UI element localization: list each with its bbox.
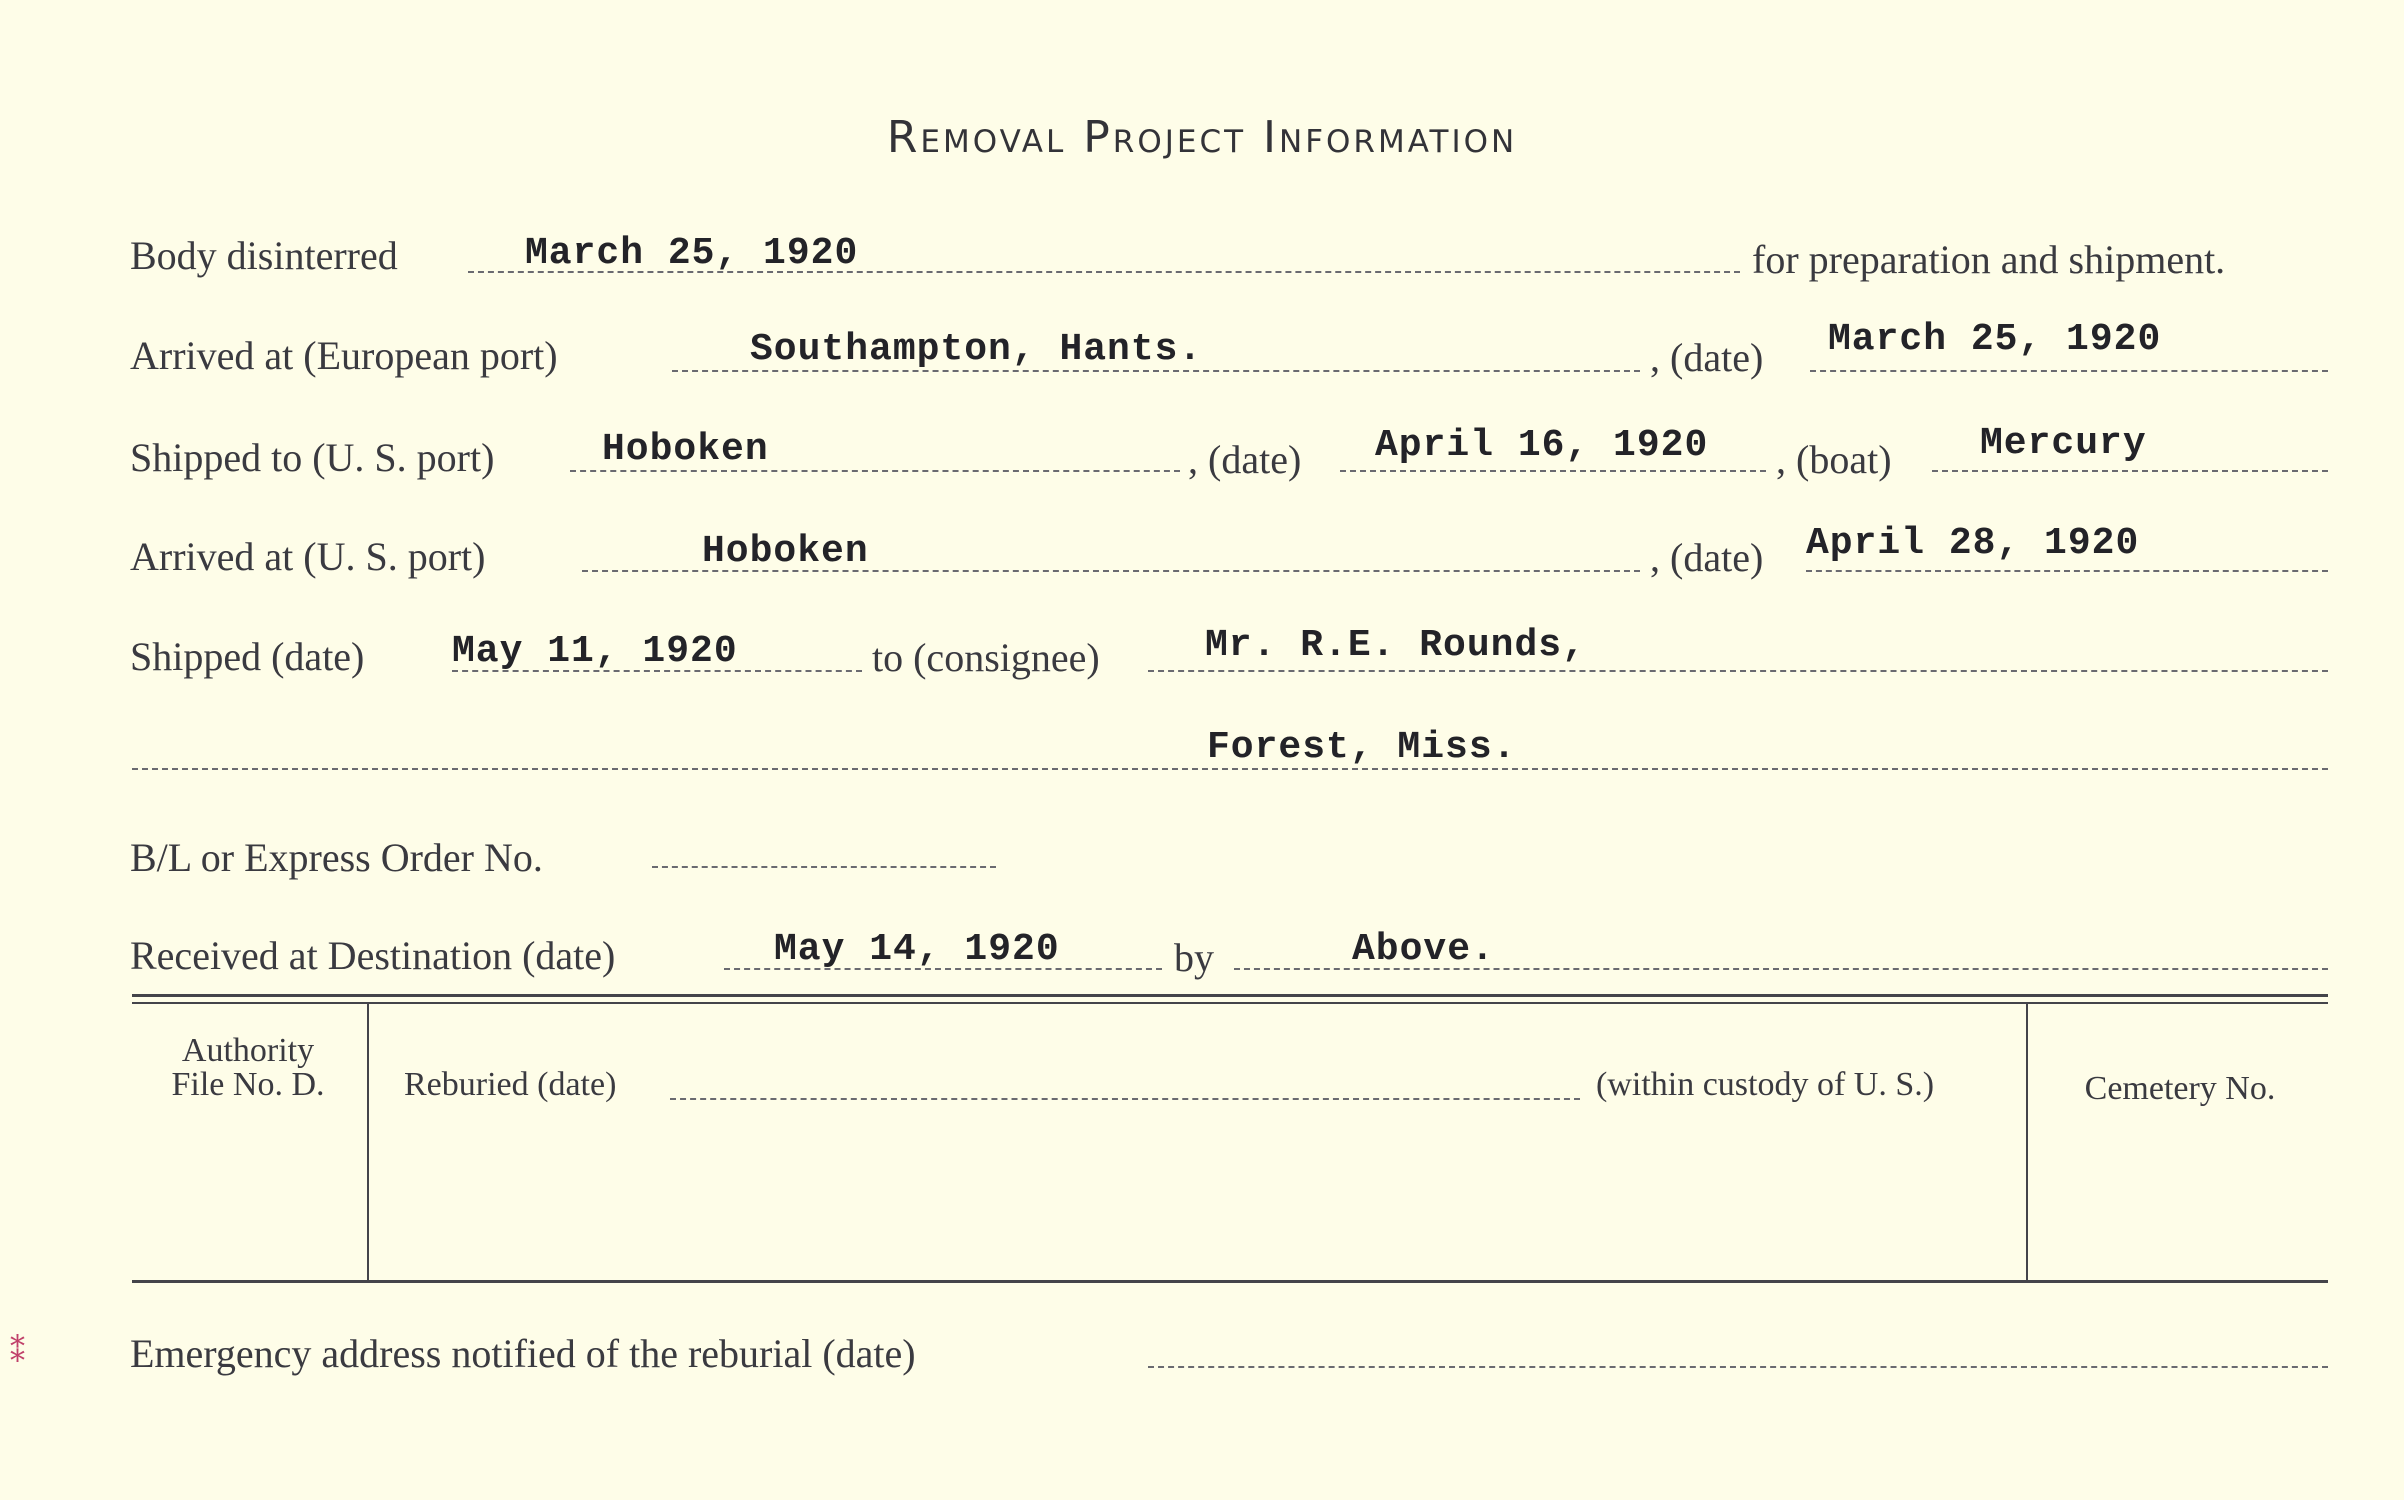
reburied-label: Reburied (date) — [404, 1066, 617, 1103]
shipped-date-label: Shipped (date) — [130, 634, 365, 679]
consignee-label: to (consignee) — [872, 635, 1100, 680]
shipped-date[interactable]: May 11, 1920 — [452, 630, 738, 673]
arrived-european-date[interactable]: March 25, 1920 — [1828, 318, 2162, 361]
authority-line-1: Authority — [181, 1032, 315, 1069]
body-disinterred-label: Body disinterred — [130, 233, 398, 278]
arrived-european-date-label: , (date) — [1650, 335, 1764, 380]
arrived-european-port[interactable]: Southampton, Hants. — [750, 328, 1203, 371]
custody-label: (within custody of U. S.) — [1596, 1066, 1935, 1103]
shipped-us-boat-line — [1932, 470, 2328, 472]
arrived-us-port[interactable]: Hoboken — [702, 530, 869, 573]
box-divider-left — [367, 1004, 369, 1280]
received-label: Received at Destination (date) — [130, 933, 616, 978]
emergency-line — [1148, 1366, 2328, 1368]
box-divider-right — [2026, 1004, 2028, 1280]
shipped-us-date-label: , (date) — [1188, 437, 1302, 482]
shipped-us-port[interactable]: Hoboken — [602, 428, 769, 471]
shipped-us-boat-label: , (boat) — [1776, 437, 1892, 482]
consignee-name[interactable]: Mr. R.E. Rounds, — [1205, 624, 1586, 667]
arrived-us-date-label: , (date) — [1650, 535, 1764, 580]
cemetery-label: Cemetery No. — [2084, 1070, 2276, 1107]
shipped-us-date-line — [1340, 470, 1766, 472]
box-top-rule-1 — [132, 994, 2328, 997]
emergency-label: Emergency address notified of the reburial (date) — [130, 1331, 916, 1376]
arrived-european-date-line — [1810, 370, 2328, 372]
authority-line-2: File No. D. — [171, 1066, 325, 1103]
received-by[interactable]: Above. — [1352, 928, 1495, 971]
consignee-address[interactable]: Forest, Miss. — [1207, 726, 1517, 769]
arrived-us-label: Arrived at (U. S. port) — [130, 534, 486, 579]
arrived-us-date-line — [1806, 570, 2328, 572]
body-disinterred-suffix: for preparation and shipment. — [1752, 237, 2226, 282]
bl-order-label: B/L or Express Order No. — [130, 835, 543, 880]
arrived-european-label: Arrived at (European port) — [130, 333, 558, 378]
box-top-rule-2 — [132, 1002, 2328, 1004]
arrived-us-date[interactable]: April 28, 1920 — [1806, 522, 2140, 565]
body-disinterred-value[interactable]: March 25, 1920 — [525, 232, 859, 275]
ink-mark: ⁑ — [10, 1335, 25, 1370]
reburied-line — [670, 1098, 1580, 1100]
box-bottom-rule — [132, 1280, 2328, 1283]
shipped-us-boat[interactable]: Mercury — [1980, 422, 2147, 465]
shipped-us-date[interactable]: April 16, 1920 — [1375, 424, 1709, 467]
authority-label — [138, 1034, 358, 1102]
consignee-line-1 — [1148, 670, 2328, 672]
received-by-label: by — [1174, 935, 1214, 980]
received-date[interactable]: May 14, 1920 — [774, 928, 1060, 971]
shipped-us-label: Shipped to (U. S. port) — [130, 435, 495, 480]
bl-order-line — [652, 866, 996, 868]
card-title: Removal Project Information — [886, 112, 1518, 163]
